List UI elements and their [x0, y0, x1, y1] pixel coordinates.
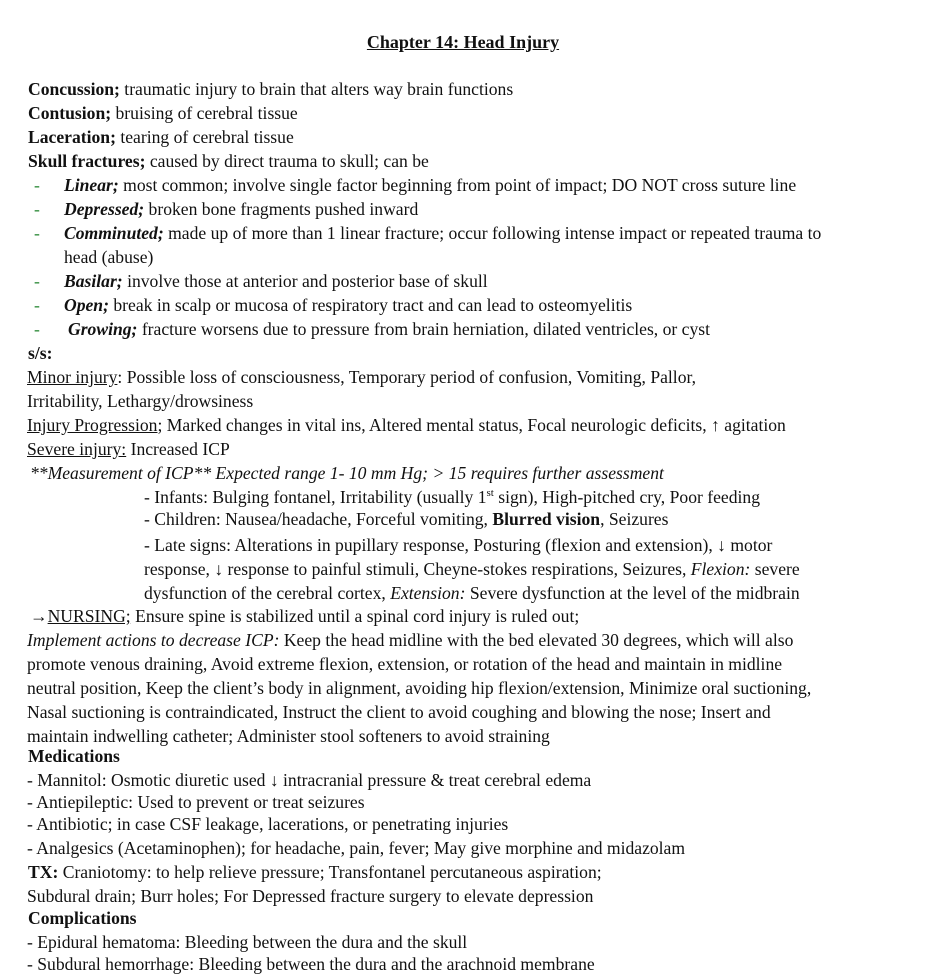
- late-signs-text: dysfunction of the cerebral cortex,: [144, 583, 391, 603]
- signs-symptoms-label: s/s:: [28, 343, 53, 363]
- fracture-term: Open;: [64, 295, 109, 315]
- minor-injury-label: Minor injury: [27, 367, 118, 387]
- nursing-line: maintain indwelling catheter; Administer stool softeners to avoid straining: [27, 726, 550, 746]
- fracture-basilar: [64, 269, 488, 293]
- medication-item: - Antiepileptic: Used to prevent or treat seizures: [27, 792, 365, 812]
- fracture-text: break in scalp or mucosa of respiratory tract and can lead to osteomyelitis: [108, 295, 633, 315]
- children-text: - Children: Nausea/headache, Forceful vomiting,: [144, 509, 493, 529]
- flexion-label: Flexion:: [690, 559, 751, 579]
- blurred-vision-emphasis: Blurred vision: [492, 509, 601, 529]
- severe-injury-label: Severe injury:: [27, 439, 127, 459]
- nursing-line: Nasal suctioning is contraindicated, Instruct the client to avoid coughing and blowing the nose; Insert and: [27, 702, 771, 722]
- definition-text: tearing of cerebral tissue: [115, 127, 294, 147]
- page-title: Chapter 14: Head Injury: [366, 32, 560, 52]
- definition-concussion: [28, 77, 513, 101]
- icp-signs-late-continued-2: [144, 581, 800, 605]
- list-bullet: -: [34, 223, 40, 243]
- fracture-growing: [68, 317, 710, 341]
- definition-term: Skull fractures;: [28, 151, 146, 171]
- nursing-line: promote venous draining, Avoid extreme flexion, extension, or rotation of the head and maintain in midline: [27, 654, 783, 674]
- icp-signs-late: - Late signs: Alterations in pupillary response, Posturing (flexion and extension), ↓ motor: [144, 535, 773, 555]
- late-signs-text-end: severe: [750, 559, 800, 579]
- fracture-term: Comminuted;: [64, 223, 164, 243]
- definition-text: bruising of cerebral tissue: [111, 103, 298, 123]
- treatment-continued: Subdural drain; Burr holes; For Depressed fracture surgery to elevate depression: [27, 886, 594, 906]
- icp-measurement: **Measurement of ICP** Expected range 1- 10 mm Hg; > 15 requires further assessment: [30, 463, 664, 483]
- children-text-end: , Seizures: [600, 509, 669, 529]
- arrow-right-icon: →: [30, 606, 48, 626]
- injury-progression: [27, 413, 786, 437]
- icp-actions-text: Keep the head midline with the bed elevated 30 degrees, which will also: [279, 630, 794, 650]
- fracture-depressed: [64, 197, 418, 221]
- definition-term: Laceration;: [28, 127, 116, 147]
- fracture-term: Linear;: [64, 175, 119, 195]
- medications-heading: Medications: [28, 746, 120, 766]
- infants-text: - Infants: Bulging fontanel, Irritability (usually 1: [144, 487, 487, 507]
- list-bullet: -: [34, 295, 40, 315]
- medication-item: - Mannitol: Osmotic diuretic used ↓ intracranial pressure & treat cerebral edema: [27, 770, 592, 790]
- superscript-st: st: [486, 487, 494, 500]
- fracture-open: [64, 293, 632, 317]
- complication-item: - Subdural hemorrhage: Bleeding between the dura and the arachnoid membrane: [27, 954, 595, 974]
- fracture-text: made up of more than 1 linear fracture; occur following intense impact or repeated trauma to: [163, 223, 822, 243]
- icp-signs-infants: [144, 485, 760, 509]
- nursing-icp-actions: [27, 628, 793, 652]
- nursing-label: NURSING;: [47, 606, 131, 626]
- fracture-linear: [64, 173, 796, 197]
- complication-item: - Epidural hematoma: Bleeding between the dura and the skull: [27, 932, 468, 952]
- late-signs-text: response, ↓ response to painful stimuli, Cheyne-stokes respirations, Seizures,: [144, 559, 691, 579]
- treatment-label: TX:: [28, 862, 59, 882]
- nursing-section: [30, 604, 579, 628]
- medication-item: - Antibiotic; in case CSF leakage, lacerations, or penetrating injuries: [27, 814, 509, 834]
- list-bullet: -: [34, 199, 40, 219]
- definition-skull-fractures: [28, 149, 429, 173]
- definition-term: Concussion;: [28, 79, 120, 99]
- fracture-text: fracture worsens due to pressure from brain herniation, dilated ventricles, or cyst: [137, 319, 711, 339]
- late-signs-text-end: Severe dysfunction at the level of the midbrain: [465, 583, 800, 603]
- definition-text: traumatic injury to brain that alters way brain functions: [119, 79, 514, 99]
- nursing-text: Ensure spine is stabilized until a spinal cord injury is ruled out;: [130, 606, 580, 626]
- complications-heading: Complications: [28, 908, 137, 928]
- fracture-term: Basilar;: [64, 271, 123, 291]
- definition-text: caused by direct trauma to skull; can be: [145, 151, 429, 171]
- infants-text-end: sign), High-pitched cry, Poor feeding: [493, 487, 760, 507]
- fracture-comminuted: [64, 221, 821, 245]
- definition-term: Contusion;: [28, 103, 112, 123]
- definition-laceration: [28, 125, 294, 149]
- fracture-text: broken bone fragments pushed inward: [144, 199, 419, 219]
- extension-label: Extension:: [390, 583, 466, 603]
- icp-signs-children: [144, 507, 668, 531]
- fracture-text: most common; involve single factor beginning from point of impact; DO NOT cross suture line: [118, 175, 797, 195]
- treatment-text: Craniotomy: to help relieve pressure; Transfontanel percutaneous aspiration;: [58, 862, 602, 882]
- list-bullet: -: [34, 175, 40, 195]
- medication-item: - Analgesics (Acetaminophen); for headache, pain, fever; May give morphine and midazolam: [27, 838, 686, 858]
- minor-injury-continued: Irritability, Lethargy/drowsiness: [27, 391, 254, 411]
- treatment: [28, 860, 602, 884]
- definition-contusion: [28, 101, 298, 125]
- fracture-text: involve those at anterior and posterior base of skull: [122, 271, 488, 291]
- minor-injury: [27, 365, 696, 389]
- injury-progression-text: ; Marked changes in vital ins, Altered mental status, Focal neurologic deficits, ↑ agitation: [157, 415, 786, 435]
- icp-actions-label: Implement actions to decrease ICP:: [27, 630, 280, 650]
- list-bullet: -: [34, 271, 40, 291]
- fracture-term: Growing;: [68, 319, 138, 339]
- injury-progression-label: Injury Progression: [27, 415, 158, 435]
- nursing-line: neutral position, Keep the client’s body in alignment, avoiding hip flexion/extension, Minimize oral suctioning,: [27, 678, 812, 698]
- list-bullet: -: [34, 319, 40, 339]
- minor-injury-text: : Possible loss of consciousness, Temporary period of confusion, Vomiting, Pallor,: [117, 367, 697, 387]
- severe-injury-text: Increased ICP: [126, 439, 230, 459]
- icp-signs-late-continued: [144, 557, 800, 581]
- fracture-term: Depressed;: [64, 199, 145, 219]
- severe-injury: [27, 437, 230, 461]
- fracture-comminuted-continued: head (abuse): [64, 247, 154, 267]
